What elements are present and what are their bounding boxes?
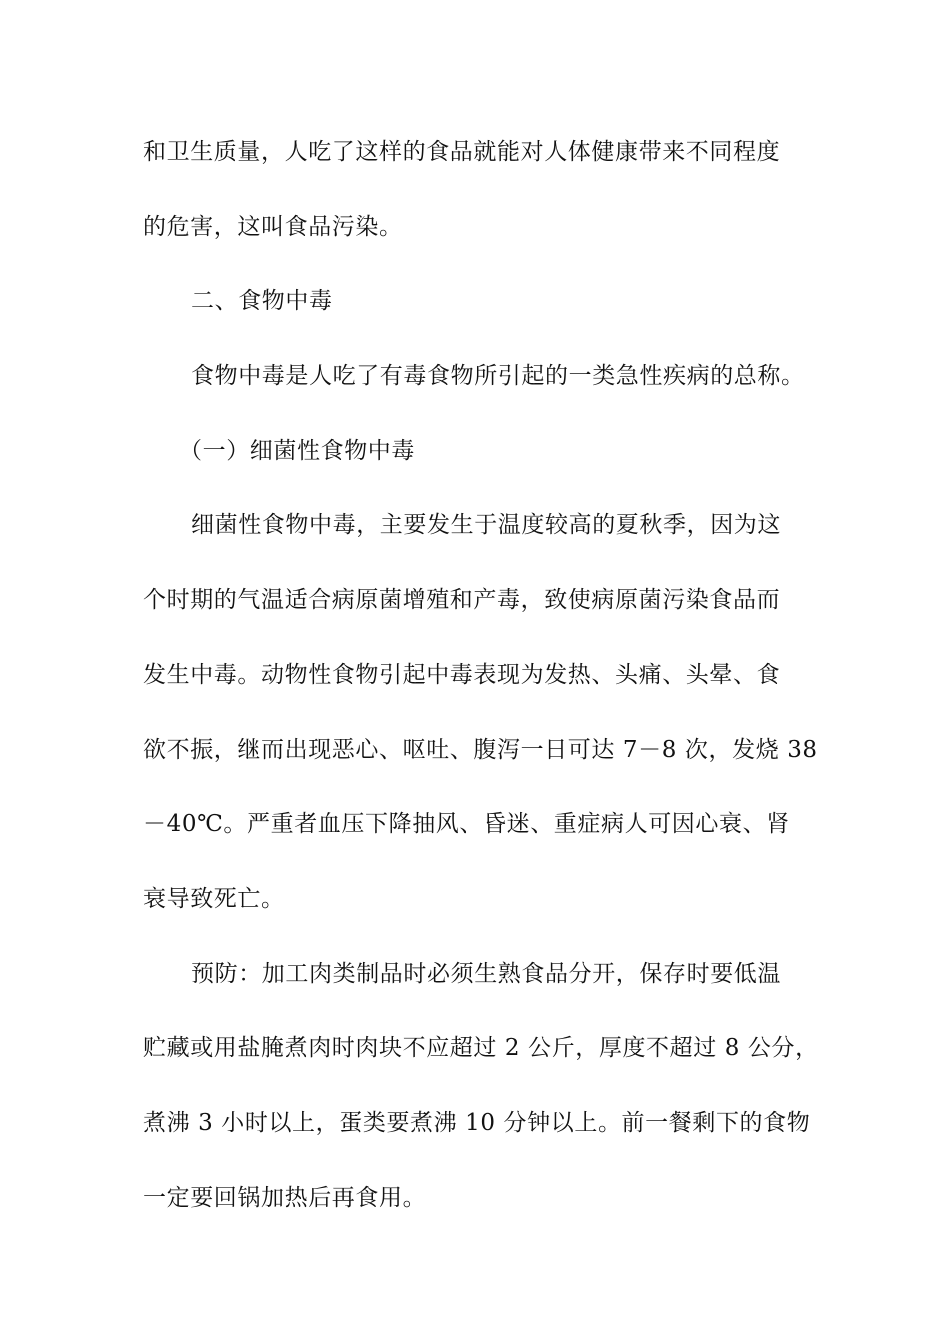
paragraph-line: 煮沸 3 小时以上，蛋类要煮沸 10 分钟以上。前一餐剩下的食物 bbox=[143, 1109, 811, 1136]
section-heading: 二、食物中毒 bbox=[191, 288, 333, 315]
paragraph-line: 发生中毒。动物性食物引起中毒表现为发热、头痛、头晕、食 bbox=[143, 661, 781, 688]
paragraph-line: 食物中毒是人吃了有毒食物所引起的一类急性疾病的总称。 bbox=[191, 363, 805, 390]
paragraph-line: 和卫生质量，人吃了这样的食品就能对人体健康带来不同程度 bbox=[143, 139, 781, 165]
paragraph-line: 欲不振，继而出现恶心、呕吐、腹泻一日可达 7－8 次，发烧 38 bbox=[143, 736, 818, 763]
paragraph-line: 个时期的气温适合病原菌增殖和产毒，致使病原菌污染食品而 bbox=[143, 587, 781, 614]
paragraph-line: 细菌性食物中毒，主要发生于温度较高的夏秋季，因为这 bbox=[191, 512, 781, 539]
paragraph-line: 贮藏或用盐腌煮肉时肉块不应超过 2 公斤，厚度不超过 8 公分， bbox=[143, 1035, 819, 1062]
paragraph-line: 预防：加工肉类制品时必须生熟食品分开，保存时要低温 bbox=[191, 960, 781, 987]
document-body bbox=[143, 124, 819, 1244]
paragraph-line: 的危害，这叫食品污染。 bbox=[143, 213, 403, 240]
paragraph-line: －40℃。严重者血压下降抽风、昏迷、重症病人可因心衰、肾 bbox=[143, 811, 790, 838]
paragraph-line: 衰导致死亡。 bbox=[143, 885, 285, 912]
paragraph-line: 一定要回锅加热后再食用。 bbox=[143, 1184, 427, 1211]
subsection-heading: （一）细菌性食物中毒 bbox=[179, 437, 415, 464]
